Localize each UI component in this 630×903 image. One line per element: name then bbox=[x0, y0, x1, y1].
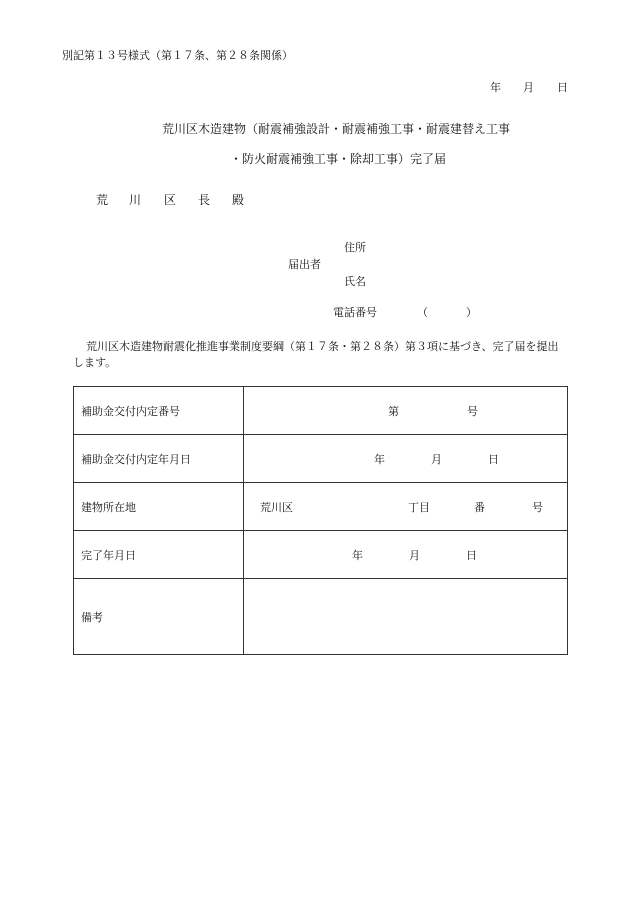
phone-paren-close: ） bbox=[466, 306, 477, 319]
row-label-grant-number: 補助金交付内定番号 bbox=[74, 387, 244, 435]
location-ward: 荒川区 bbox=[260, 500, 293, 514]
table-row bbox=[74, 387, 568, 435]
location-go: 号 bbox=[532, 500, 543, 514]
location-ban: 番 bbox=[474, 500, 485, 514]
grant-number-prefix: 第 bbox=[388, 404, 399, 418]
completion-date-month: 月 bbox=[409, 548, 420, 562]
grant-date-year: 年 bbox=[374, 452, 385, 466]
addressee-char: 殿 bbox=[232, 193, 245, 207]
date-month: 月 bbox=[523, 81, 534, 94]
row-label-grant-date: 補助金交付内定年月日 bbox=[74, 435, 244, 483]
grant-date-day: 日 bbox=[488, 452, 499, 466]
row-label-building-location: 建物所在地 bbox=[74, 483, 244, 531]
phone-paren-open: （ bbox=[417, 306, 428, 319]
completion-date-year: 年 bbox=[352, 548, 363, 562]
grant-number-suffix: 号 bbox=[467, 404, 478, 418]
address-label: 住所 bbox=[344, 241, 366, 254]
table-row bbox=[74, 579, 568, 655]
addressee-char: 川 bbox=[129, 193, 142, 207]
building-location-field[interactable] bbox=[244, 483, 568, 531]
body-text-line1: 荒川区木造建物耐震化推進事業制度要綱（第１７条・第２８条）第３項に基づき、完了届を提出 bbox=[86, 340, 559, 353]
row-label-completion-date: 完了年月日 bbox=[74, 531, 244, 579]
addressee-char: 荒 bbox=[96, 193, 109, 207]
document-title-line2: ・防火耐震補強工事・除却工事）完了届 bbox=[230, 152, 447, 166]
completion-date-day: 日 bbox=[466, 548, 477, 562]
grant-date-field[interactable] bbox=[244, 435, 568, 483]
completion-form-table bbox=[73, 386, 568, 655]
table-row bbox=[74, 483, 568, 531]
location-chome: 丁目 bbox=[408, 500, 430, 514]
row-label-remarks: 備考 bbox=[74, 579, 244, 655]
remarks-field[interactable] bbox=[244, 579, 568, 655]
applicant-label: 届出者 bbox=[288, 258, 321, 271]
grant-number-field[interactable] bbox=[244, 387, 568, 435]
addressee-char: 区 bbox=[164, 193, 177, 207]
date-year: 年 bbox=[490, 81, 501, 94]
addressee-char: 長 bbox=[198, 193, 211, 207]
table-row bbox=[74, 531, 568, 579]
form-number: 別記第１３号様式（第１７条、第２８条関係） bbox=[62, 49, 293, 62]
completion-date-field[interactable] bbox=[244, 531, 568, 579]
date-day: 日 bbox=[557, 81, 568, 94]
table-row bbox=[74, 435, 568, 483]
name-label: 氏名 bbox=[344, 275, 366, 288]
phone-label: 電話番号 bbox=[333, 306, 377, 319]
body-text-line2: します。 bbox=[73, 356, 117, 369]
grant-date-month: 月 bbox=[431, 452, 442, 466]
document-title-line1: 荒川区木造建物（耐震補強設計・耐震補強工事・耐震建替え工事 bbox=[162, 122, 511, 136]
